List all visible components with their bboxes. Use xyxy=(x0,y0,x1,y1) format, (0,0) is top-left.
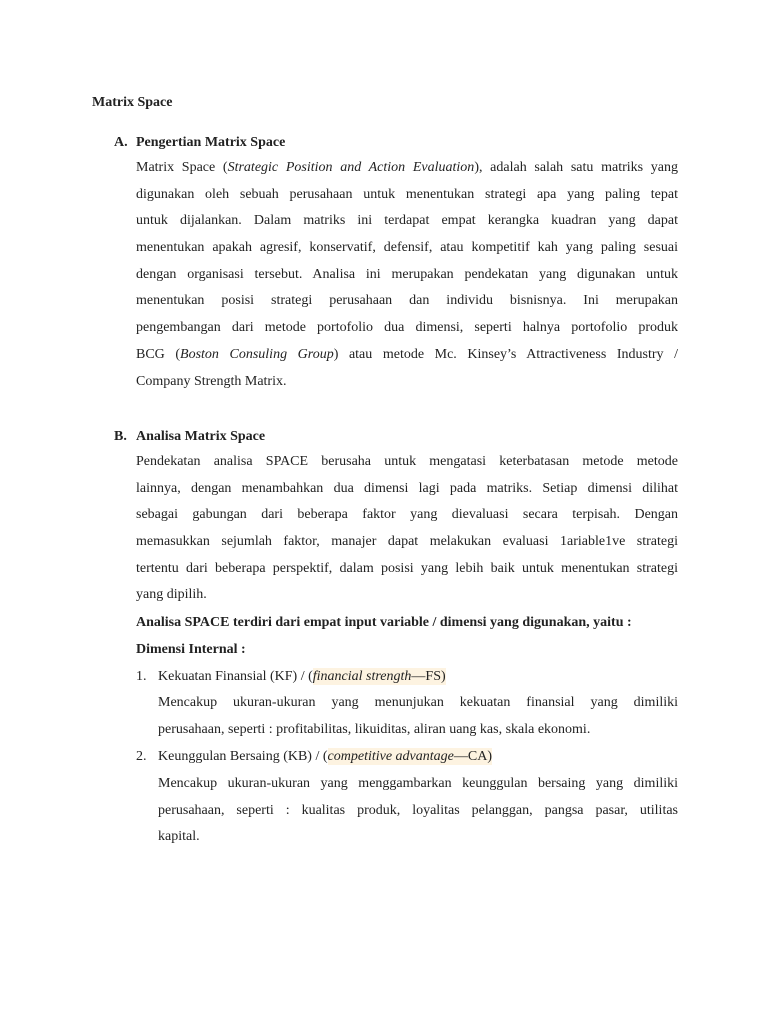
highlighted-term: competitive advantage—CA) xyxy=(327,749,492,764)
paragraph-line: Company Strength Matrix. xyxy=(136,373,287,389)
section-b-letter: B. xyxy=(114,429,127,444)
financial-strength-description xyxy=(158,690,678,743)
paragraph-line: BCG (Boston Consuling Group) atau metode Mc. Kinsey’s Attractiveness Industry / xyxy=(136,346,678,362)
paragraph-line: tertentu dari beberapa perspektif, dalam posisi yang lebih baik untuk menentukan strategi xyxy=(136,560,678,576)
paragraph-line: Mencakup ukuran-ukuran yang menggambarkan keunggulan bersaing yang dimiliki xyxy=(158,776,678,791)
section-a-paragraph xyxy=(136,155,678,395)
paragraph-line: untuk dijalankan. Dalam matriks ini terdapat empat kerangka kuadran yang dapat xyxy=(136,213,678,229)
list-item-financial-strength: 1. Kekuatan Finansial (KF) / (financial strength—FS) xyxy=(136,667,446,687)
paragraph-line: memasukkan sejumlah faktor, manajer dapat melakukan evaluasi 1ariable1ve strategi xyxy=(136,534,678,550)
paragraph-line: menentukan apakah agresif, konservatif, defensif, atau kompetitif kah yang paling sesuai xyxy=(136,240,678,256)
paragraph-line: perusahaan, seperti : profitabilitas, likuiditas, aliran uang kas, skala ekonomi. xyxy=(158,721,591,737)
analysis-intro-bold: Analisa SPACE terdiri dari empat input variable / dimensi yang digunakan, yaitu : xyxy=(136,615,632,630)
internal-dimension-label: Dimensi Internal : xyxy=(136,642,246,657)
section-a-heading xyxy=(114,133,285,153)
document-title: Matrix Space xyxy=(92,95,173,110)
list-number: 2. xyxy=(136,749,147,764)
paragraph-line: digunakan oleh sebuah perusahaan untuk menentukan strategi apa yang paling tepat xyxy=(136,186,678,202)
paragraph-line: dengan organisasi tersebut. Analisa ini merupakan pendekatan yang digunakan untuk xyxy=(136,266,678,282)
competitive-advantage-description xyxy=(158,771,678,851)
paragraph-line: kapital. xyxy=(158,829,200,845)
paragraph-line: lainnya, dengan menambahkan dua dimensi lagi pada matriks. Setiap dimensi dilihat xyxy=(136,480,678,496)
list-item-competitive-advantage: 2. Keunggulan Bersaing (KB) / (competitive advantage—CA) xyxy=(136,747,492,767)
paragraph-line: perusahaan, seperti : kualitas produk, loyalitas pelanggan, pangsa pasar, utilitas xyxy=(158,802,678,818)
section-b-paragraph xyxy=(136,449,678,609)
paragraph-line: yang dipilih. xyxy=(136,587,207,603)
paragraph-line: Matrix Space (Strategic Position and Action Evaluation), adalah salah satu matriks yang xyxy=(136,160,678,175)
paragraph-line: pengembangan dari metode portofolio dua dimensi, seperti halnya portofolio produk xyxy=(136,320,678,336)
paragraph-line: Mencakup ukuran-ukuran yang menunjukan kekuatan finansial yang dimiliki xyxy=(158,695,678,710)
section-a-title: Pengertian Matrix Space xyxy=(136,135,286,150)
list-number: 1. xyxy=(136,669,147,684)
paragraph-line: Pendekatan analisa SPACE berusaha untuk mengatasi keterbatasan metode metode xyxy=(136,454,678,469)
paragraph-line: sebagai gabungan dari beberapa faktor yang dievaluasi secara terpisah. Dengan xyxy=(136,507,678,523)
section-b-heading xyxy=(114,427,265,447)
section-b-title: Analisa Matrix Space xyxy=(136,429,266,444)
section-a-letter: A. xyxy=(114,135,128,150)
highlighted-term: financial strength—FS) xyxy=(312,669,446,684)
paragraph-line: menentukan posisi strategi perusahaan dan individu bisnisnya. Ini merupakan xyxy=(136,293,678,309)
